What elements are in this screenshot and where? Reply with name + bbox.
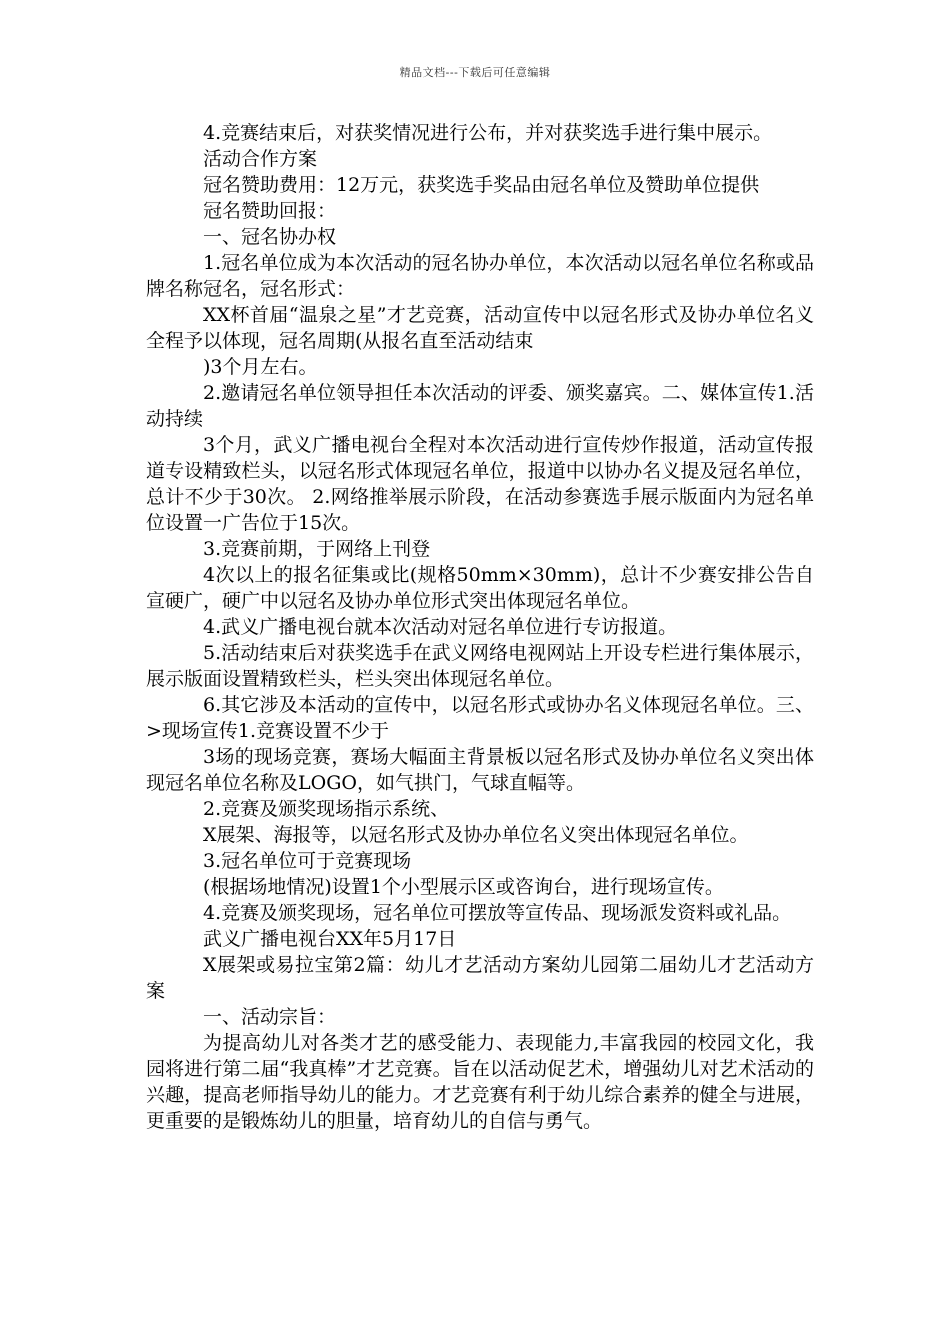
paragraph: 4.竞赛及颁奖现场，冠名单位可摆放等宣传品、现场派发资料或礼品。 bbox=[203, 902, 792, 924]
signature-line: 武义广播电视台XX年5月17日 bbox=[203, 928, 457, 950]
paragraph: 5.活动结束后对获奖选手在武义网络电视网站上开设专栏进行集体展示，展示版面设置精致栏头，栏头突出体现冠名单位。 bbox=[146, 642, 814, 690]
paragraph: 4.武义广播电视台就本次活动对冠名单位进行专访报道。 bbox=[203, 616, 678, 638]
paragraph: 4次以上的报名征集或比(规格50mm×30mm)，总计不少赛安排公告自宣硬广，硬广中以冠名及协办单位形式突出体现冠名单位。 bbox=[146, 564, 814, 612]
paragraph: 3.竞赛前期，于网络上刊登 bbox=[203, 538, 431, 560]
paragraph: X展架、海报等，以冠名形式及协办单位名义突出体现冠名单位。 bbox=[203, 824, 749, 846]
page-header: 精品文档---下载后可任意编辑 bbox=[399, 66, 551, 79]
section-heading: 一、活动宗旨： bbox=[203, 1006, 337, 1028]
section-heading: 一、冠名协办权 bbox=[203, 226, 337, 248]
paragraph: X展架或易拉宝第2篇：幼儿才艺活动方案幼儿园第二届幼儿才艺活动方案 bbox=[146, 954, 814, 1002]
paragraph: 3.冠名单位可于竞赛现场 bbox=[203, 850, 412, 872]
paragraph: 3场的现场竞赛，赛场大幅面主背景板以冠名形式及协办单位名义突出体现冠名单位名称及LOGO，如气拱门，气球直幅等。 bbox=[146, 746, 814, 794]
paragraph: 4.竞赛结束后，对获奖情况进行公布，并对获奖选手进行集中展示。 bbox=[203, 122, 773, 144]
paragraph: 6.其它涉及本活动的宣传中，以冠名形式或协办名义体现冠名单位。三、>现场宣传1.竞赛设置不少于 bbox=[146, 694, 814, 742]
paragraph: 活动合作方案 bbox=[203, 148, 318, 170]
paragraph: 3个月，武义广播电视台全程对本次活动进行宣传炒作报道，活动宣传报道专设精致栏头，以冠名形式体现冠名单位，报道中以协办名义提及冠名单位，总计不少于30次。 2.网络推举展示阶段，在活动参赛选手展示版面内为冠名单位设置一广告位于15次。 bbox=[146, 434, 814, 534]
paragraph: 冠名赞助费用：12万元，获奖选手奖品由冠名单位及赞助单位提供 bbox=[203, 174, 760, 196]
document-body bbox=[146, 120, 814, 1134]
paragraph: 冠名赞助回报： bbox=[203, 200, 337, 222]
paragraph: XX杯首届“温泉之星”才艺竞赛，活动宣传中以冠名形式及协办单位名义全程予以体现，冠名周期(从报名直至活动结束 bbox=[146, 304, 814, 352]
paragraph: )3个月左右。 bbox=[203, 356, 318, 378]
paragraph: 1.冠名单位成为本次活动的冠名协办单位，本次活动以冠名单位名称或品牌名称冠名，冠名形式： bbox=[146, 252, 814, 300]
paragraph: (根据场地情况)设置1个小型展示区或咨询台，进行现场宣传。 bbox=[203, 876, 724, 898]
paragraph: 2.竞赛及颁奖现场指示系统、 bbox=[203, 798, 450, 820]
paragraph: 2.邀请冠名单位领导担任本次活动的评委、颁奖嘉宾。二、媒体宣传1.活动持续 bbox=[146, 382, 814, 430]
paragraph: 为提高幼儿对各类才艺的感受能力、表现能力,丰富我园的校园文化，我园将进行第二届“我真棒”才艺竞赛。旨在以活动促艺术，增强幼儿对艺术活动的兴趣，提高老师指导幼儿的能力。才艺竞赛有利于幼儿综合素养的健全与进展，更重要的是锻炼幼儿的胆量，培育幼儿的自信与勇气。 bbox=[146, 1032, 814, 1132]
